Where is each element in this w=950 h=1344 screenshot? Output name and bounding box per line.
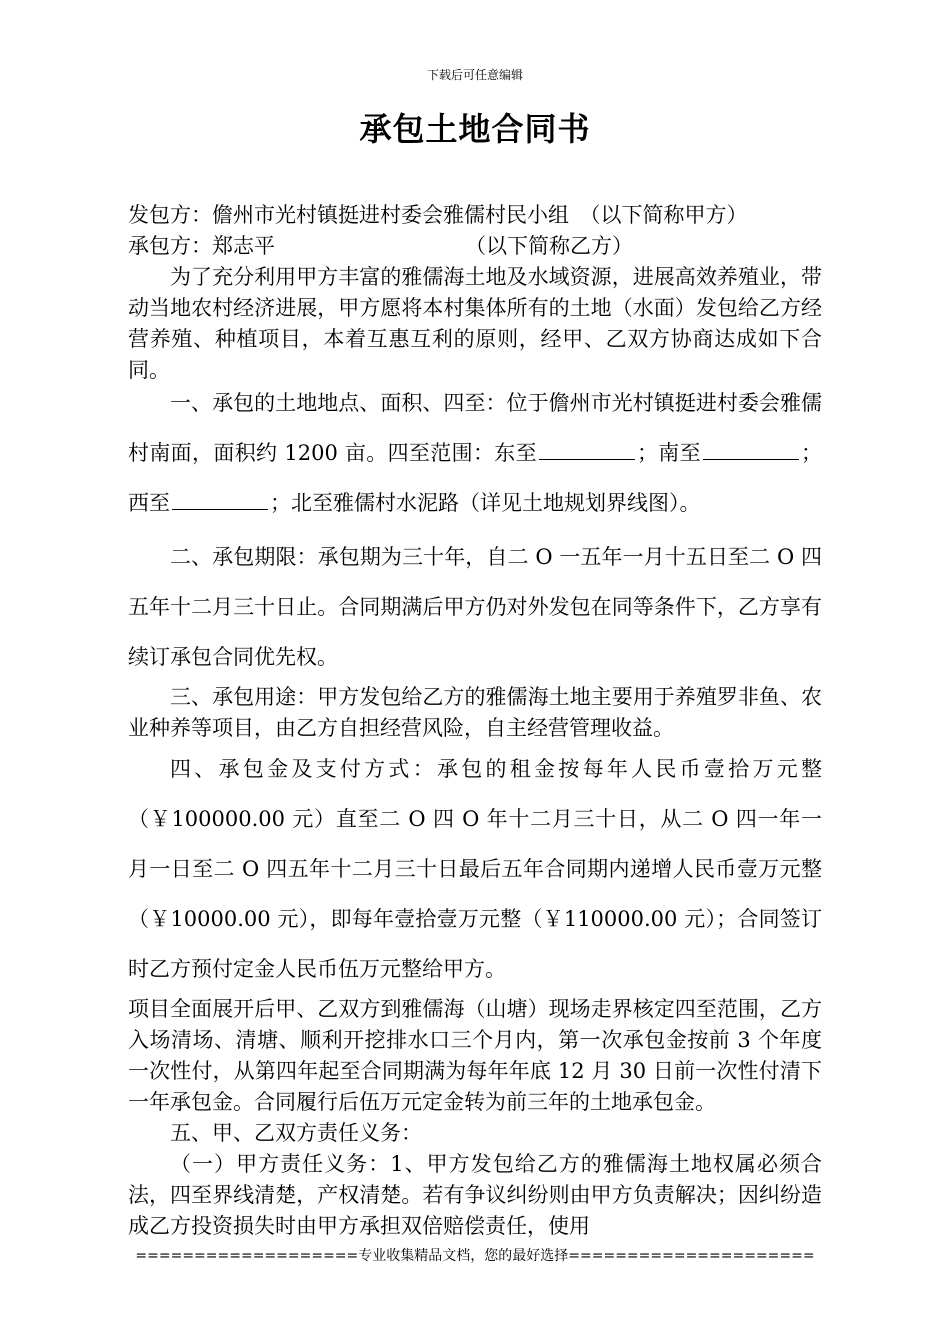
article-3: 三、承包用途：甲方发包给乙方的雅儒海土地主要用于养殖罗非鱼、农业种养等项目，由乙方自担经营风险，自主经营管理收益。 — [128, 685, 822, 740]
footer-note: ===================专业收集精品文档，您的最好选择===================== — [135, 1248, 815, 1264]
party-b-name: 承包方：郑志平 — [128, 234, 275, 258]
party-b-note: （以下简称乙方） — [465, 234, 633, 258]
article-1-text-c: ；西至 — [128, 441, 822, 515]
article-4-part-2: 项目全面展开后甲、乙双方到雅儒海（山塘）现场走界核定四至范围，乙方入场清场、清塘、顺利开挖排水口三个月内，第一次承包金按前 3 个年度一次性付，从第四年起至合同期满为每年年底 12 月 30 日前一次性付清下一年承包金。合同履行后伍万元定金转为前三年的土地承包金。 — [128, 997, 822, 1114]
article-1-text-b: ；南至 — [636, 441, 701, 465]
document-title: 承包土地合同书 — [359, 110, 591, 148]
south-boundary-blank — [703, 439, 799, 460]
article-4-part-1: 四、承包金及支付方式：承包的租金按每年人民币壹拾万元整（￥100000.00 元）直至二 O 四 O 年十二月三十日，从二 O 四一年一月一日至二 O 四五年十二月三十日最后五年合同期内递增人民币壹万元整（￥10000.00 元），即每年壹拾壹万元整（￥110000.00 元）；合同签订时乙方预付定金人民币伍万元整给甲方。 — [128, 757, 822, 981]
header-note: 下载后可任意编辑 — [426, 68, 523, 82]
contract-body — [128, 200, 822, 1242]
article-1 — [128, 378, 822, 528]
east-boundary-blank — [539, 439, 635, 460]
intro-paragraph: 为了充分利用甲方丰富的雅儒海土地及水域资源，进展高效养殖业，带动当地农村经济进展，甲方愿将本村集体所有的土地（水面）发包给乙方经营养殖、种植项目，本着互惠互利的原则，经甲、乙双方协商达成如下合同。 — [128, 265, 822, 382]
west-boundary-blank — [172, 489, 268, 510]
article-1-text-d: ；北至雅儒村水泥路（详见土地规划界线图）。 — [270, 491, 701, 515]
article-2: 二、承包期限：承包期为三十年，自二 O 一五年一月十五日至二 O 四五年十二月三十日止。合同期满后甲方仍对外发包在同等条件下，乙方享有续订承包合同优先权。 — [128, 545, 822, 669]
article-5-section-1: （一）甲方责任义务：1、甲方发包给乙方的雅儒海土地权属必须合法，四至界线清楚，产权清楚。若有争议纠纷则由甲方负责解决；因纠纷造成乙方投资损失时由甲方承担双倍赔偿责任，使用 — [128, 1152, 822, 1238]
party-b-line — [128, 231, 822, 262]
article-1-text-a: 一、承包的土地地点、面积、四至：位于儋州市光村镇挺进村委会雅儒村南面，面积约 1200 亩。四至范围：东至 — [128, 391, 822, 465]
party-a-line: 发包方：儋州市光村镇挺进村委会雅儒村民小组 （以下简称甲方） — [128, 203, 748, 227]
article-5-heading: 五、甲、乙双方责任义务： — [170, 1121, 422, 1145]
